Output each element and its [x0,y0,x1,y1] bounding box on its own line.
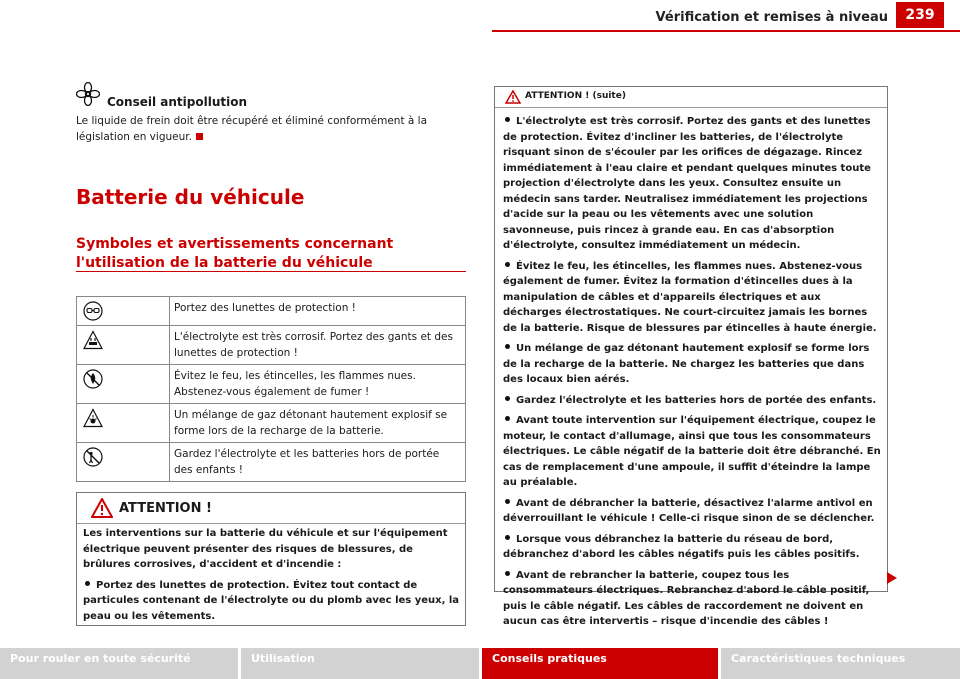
bullet-icon [85,581,90,586]
page-number: 239 [896,2,944,28]
warning-triangle-icon [505,90,521,104]
no-fire-icon [83,369,103,389]
attention-continued-header [495,87,887,108]
bullet-icon [505,499,510,504]
table-row [77,404,466,443]
table-row [77,443,466,482]
attention-label: ATTENTION ! [119,501,212,516]
footer-tab-technical-data[interactable]: Caractéristiques techniques [721,648,960,679]
bullet-icon [505,396,510,401]
env-tip-title: Conseil antipollution [107,95,248,109]
bullet-icon [505,117,510,122]
subsection-rule [76,271,466,272]
attention-box [76,492,466,626]
warning-triangle-icon [91,498,113,518]
flower-icon [76,82,100,106]
bullet-icon [505,416,510,421]
section-title: Batterie du véhicule [76,185,305,209]
keep-from-children-icon [83,447,103,467]
table-row [77,326,466,365]
bullet-icon [505,535,510,540]
list-item: L'électrolyte est très corrosif. Portez des gants et des lunettes de protection. Évitez d'incliner les batteries, de l'électrolyte risquant sinon de s'écouler par les orifices de dégazage. Rincez immédiatement à l'eau claire et pendant quelques minutes toute projection d'électrolyte dans les yeux. Consultez ensuite un médecin sans tarder. Neutralisez immédiatement les projections d'acide sur la peau ou les vêtements avec une solution savonneuse, puis rincez à grande eau. En cas d'absorption d'électrolyte, consultez immédiatement un médecin. [503,116,871,251]
attention-continued-label: ATTENTION ! (suite) [525,91,626,101]
list-item: Un mélange de gaz détonant hautement explosif se forme lors de la recharge de la batterie. Ne chargez les batteries que dans des locaux bien aérés. [503,343,870,385]
list-item: Lorsque vous débranchez la batterie du réseau de bord, débranchez d'abord les câbles négatifs puis les câbles positifs. [503,533,860,560]
list-item: Avant de rebrancher la batterie, coupez tous les consommateurs électriques. Rebranchez d'abord le câble positif, puis le câble négatif. Les câbles de raccordement ne doivent en aucun cas être intervertis – risque d'incendie des câbles ! [503,569,870,627]
attention-body [83,526,461,624]
end-marker [196,133,203,140]
symbol-text: Évitez le feu, les étincelles, les flammes nues. Abstenez-vous également de fumer ! [170,365,466,404]
goggles-icon [83,301,103,321]
footer-tab-operation[interactable]: Utilisation [241,648,479,679]
subsection-title: Symboles et avertissements concernant l'utilisation de la batterie du véhicule [76,236,394,271]
attention-continued-box [494,86,888,627]
symbol-text: Gardez l'électrolyte et les batteries hors de portée des enfants ! [170,443,466,482]
list-item: Portez des lunettes de protection. Évitez tout contact de particules contenant de l'électrolyte ou du plomb avec les yeux, la peau ou les vêtements. [83,579,460,622]
page-header-title: Vérification et remises à niveau [655,10,888,25]
list-item: Avant de débrancher la batterie, désactivez l'alarme antivol en déverrouillant le véhicule ! Celle-ci risque sinon de se déclencher. [503,497,875,524]
bullet-icon [505,344,510,349]
list-item: Évitez le feu, les étincelles, les flammes nues. Abstenez-vous également de fumer. Évitez la formation d'étincelles dues à la manipulation de câbles et d'appareils électriques et aux décharges électrostatiques. Ne court-circuitez jamais les bornes de la batterie. Risque de blessures par étincelles à haute énergie. [503,260,877,334]
symbol-text: L'électrolyte est très corrosif. Portez des gants et des lunettes de protection ! [170,326,466,365]
list-item: Gardez l'électrolyte et les batteries hors de portée des enfants. [503,393,881,409]
symbols-table [76,296,466,482]
corrosive-icon [83,330,103,350]
footer-tab-practical-tips[interactable]: Conseils pratiques [482,648,718,679]
bullet-icon [505,262,510,267]
list-item: Avant toute intervention sur l'équipement électrique, coupez le moteur, le contact d'allumage, ainsi que tous les consommateurs électriques. Le câble négatif de la batterie doit être débranché. En cas de remplacement d'une ampoule, il suffit d'éteindre la lampe au préalable. [503,415,881,488]
attention-header [77,493,465,524]
env-tip-text: Le liquide de frein doit être récupéré et éliminé conformément à la législation en vigueur. [76,115,428,143]
attention-intro: Les interventions sur la batterie du véhicule et sur l'équipement électrique peuvent présenter des risques de blessures, de brûlures corrosives, d'accident et d'incendie : [83,528,448,570]
header-rule [492,30,960,32]
symbol-text: Un mélange de gaz détonant hautement explosif se forme lors de la recharge de la batterie. [170,404,466,443]
table-row [77,297,466,326]
bullet-icon [505,571,510,576]
continue-arrow-icon[interactable] [887,572,897,584]
explosive-icon [83,408,103,428]
attention-continued-body [503,114,881,630]
table-row [77,365,466,404]
symbol-text: Portez des lunettes de protection ! [170,297,466,326]
footer-tab-safety[interactable]: Pour rouler en toute sécurité [0,648,238,679]
